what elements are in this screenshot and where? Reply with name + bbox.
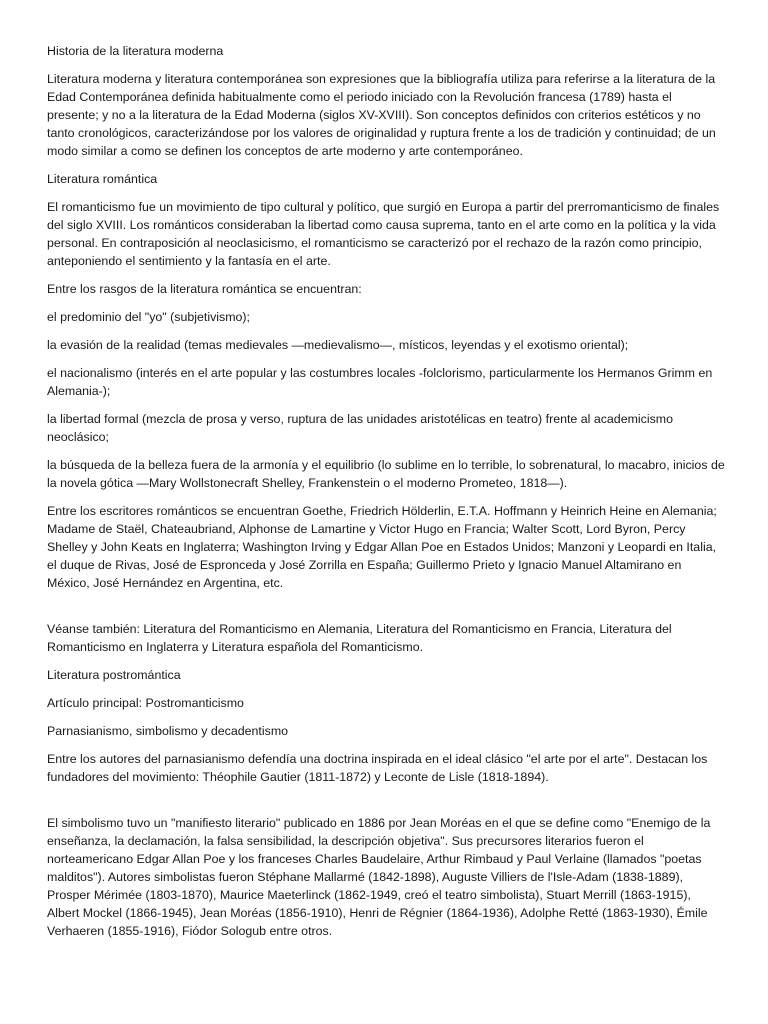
list-item: la búsqueda de la belleza fuera de la armonía y el equilibrio (lo sublime en lo terrible, lo sobrenatural, lo macabro, inicios de la novela gótica —Mary Wollstonecraft Shelley, Frankenstein o el moderno Prometeo, 1818—). xyxy=(47,458,725,490)
paragraph-simbolismo: El simbolismo tuvo un "manifiesto literario" publicado en 1886 por Jean Moréas en el que se define como "Enemigo de la enseñanza, la declamación, la falsa sensibilidad, la descripción objetiva". Sus precursores literarios fueron el norteamericano Edgar Allan Poe y los franceses Charles Baudelaire, Arthur Rimbaud y Paul Verlaine (llamados "poetas malditos"). Autores simbolistas fueron Stéphane Mallarmé (1842-1898), Auguste Villiers de l'Isle-Adam (1838-1889), Prosper Mérimée (1803-1870), Maurice Maeterlinck (1862-1949, creó el teatro simbolista), Stuart Merrill (1863-1915), Albert Mockel (1866-1945), Jean Moréas (1856-1910), Henri de Régnier (1864-1936), Adolphe Retté (1863-1930), Émile Verhaeren (1855-1916), Fiódor Sologub entre otros. xyxy=(47,816,711,938)
heading-literatura-postromantica: Literatura postromántica xyxy=(47,668,181,682)
document-page xyxy=(47,42,725,950)
heading-literatura-romantica: Literatura romántica xyxy=(47,172,158,186)
paragraph-parnasianismo: Entre los autores del parnasianismo defendía una doctrina inspirada en el ideal clásico "el arte por el arte". Destacan los fundadores del movimiento: Théophile Gautier (1811-1872) y Leconte de Lisle (1818-1894). xyxy=(47,752,708,784)
list-item: la libertad formal (mezcla de prosa y verso, ruptura de las unidades aristotélicas en teatro) frente al academicismo neoclásico; xyxy=(47,412,674,444)
paragraph-rasgos-intro: Entre los rasgos de la literatura romántica se encuentran: xyxy=(47,282,362,296)
paragraph-articulo-principal: Artículo principal: Postromanticismo xyxy=(47,696,244,710)
paragraph-intro: Literatura moderna y literatura contemporánea son expresiones que la bibliografía utiliza para referirse a la literatura de la Edad Contemporánea definida habitualmente como el periodo iniciado con la Revolución francesa (1789) hasta el presente; y no a la literatura de la Edad Moderna (siglos XV-XVIII). Son conceptos definidos con criterios estéticos y no tanto cronológicos, caracterizándose por los valores de originalidad y ruptura frente a los de tradición y continuidad; de un modo similar a como se definen los conceptos de arte moderno y arte contemporáneo. xyxy=(47,72,716,158)
paragraph-vease-tambien: Véanse también: Literatura del Romanticismo en Alemania, Literatura del Romanticismo en Francia, Literatura del Romanticismo en Inglaterra y Literatura española del Romanticismo. xyxy=(47,622,672,654)
paragraph-romanticismo: El romanticismo fue un movimiento de tipo cultural y político, que surgió en Europa a partir del prerromanticismo de finales del siglo XVIII. Los románticos consideraban la libertad como causa suprema, tanto en el arte como en la política y la vida personal. En contraposición al neoclasicismo, el romanticismo se caracterizó por el rechazo de la razón como principio, anteponiendo el sentimiento y la fantasía en el arte. xyxy=(47,200,720,268)
list-item: el predominio del "yo" (subjetivismo); xyxy=(47,310,250,324)
list-item: el nacionalismo (interés en el arte popular y las costumbres locales -folclorismo, particularmente los Hermanos Grimm en Alemania-); xyxy=(47,366,713,398)
document-title: Historia de la literatura moderna xyxy=(47,44,224,58)
list-item: la evasión de la realidad (temas medievales —medievalismo—, místicos, leyendas y el exotismo oriental); xyxy=(47,338,629,352)
paragraph-escritores: Entre los escritores románticos se encuentran Goethe, Friedrich Hölderlin, E.T.A. Hoffmann y Heinrich Heine en Alemania; Madame de Staël, Chateaubriand, Alphonse de Lamartine y Victor Hugo en Francia; Walter Scott, Lord Byron, Percy Shelley y John Keats en Inglaterra; Washington Irving y Edgar Allan Poe en Estados Unidos; Manzoni y Leopardi en Italia, el duque de Rivas, José de Espronceda y José Zorrilla en España; Guillermo Prieto y Ignacio Manuel Altamirano en México, José Hernández en Argentina, etc. xyxy=(47,504,717,590)
heading-parnasianismo: Parnasianismo, simbolismo y decadentismo xyxy=(47,724,289,738)
